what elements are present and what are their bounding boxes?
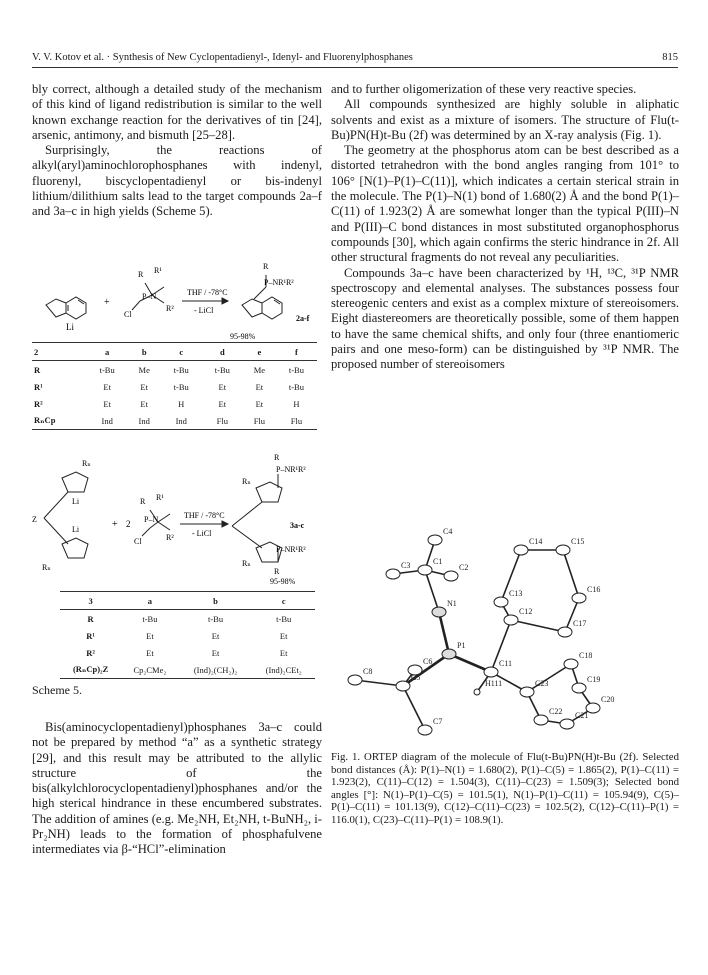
- atom-label: C3: [401, 561, 411, 570]
- atom-label: C17: [573, 619, 587, 628]
- table-cell: a: [87, 343, 128, 361]
- scheme-5-reaction-1: [32, 255, 322, 355]
- rn-bottom: Rₙ: [42, 563, 51, 572]
- scheme-5-table-3: [60, 591, 315, 679]
- table-cell: t-Bu: [288, 381, 304, 392]
- table-cell: Et: [218, 381, 227, 392]
- two-equiv: 2: [126, 519, 131, 529]
- pn-label: P–N: [142, 292, 157, 301]
- table-cell: Et: [140, 398, 148, 409]
- atom-label: H111: [485, 679, 503, 688]
- table-cell: Cp₂CMe₂: [121, 661, 178, 679]
- cl-label: Cl: [134, 537, 142, 546]
- table-cell: Et: [255, 381, 264, 392]
- table-cell: Et: [279, 630, 288, 641]
- atom-c2: [444, 571, 458, 581]
- table-cell: t-Bu: [99, 364, 115, 375]
- table-cell: b: [179, 592, 253, 610]
- table-cell: f: [276, 343, 317, 361]
- table-row: [60, 644, 315, 661]
- table-row: [60, 610, 315, 628]
- product-r-bottom: R: [274, 567, 280, 576]
- table-cell: Ind: [161, 412, 202, 430]
- table-row: [60, 627, 315, 644]
- table-cell: c: [161, 343, 202, 361]
- table-row: [32, 361, 317, 379]
- table-cell: t-Bu: [214, 364, 230, 375]
- atom-n1: [432, 607, 446, 617]
- li-bottom: Li: [72, 525, 80, 534]
- bond: [439, 612, 449, 654]
- plus-sign: +: [104, 297, 110, 308]
- r2-label: R²: [166, 533, 174, 542]
- paragraph: Bis(aminocyclopentadienyl)phosphanes 3a–c could not be prepared by method “a” as a synthetic strategy [29], and this result may be attributed to the allylic structure of the bis(alkylchlorocyclopentadienyl)phosphanes and/or the high sterical hindrance in these encumbered substrates. The addition of amines (e.g. Me₂NH, Et₂NH, t-BuNH₂, i-Pr₂NH) leads to the formation of phosphafulvene intermediates via β-“HCl”-elimination: [32, 720, 322, 857]
- atom-c5: [396, 681, 410, 691]
- table-cell: 3: [60, 592, 121, 610]
- r2-label: R²: [166, 304, 174, 313]
- atom-label: C2: [459, 563, 469, 572]
- table-cell: t-Bu: [173, 381, 189, 392]
- table-cell: Me: [138, 364, 150, 375]
- paragraph: and to further oligomerization of these very reactive species.: [331, 82, 637, 96]
- atom-c11: [484, 667, 498, 677]
- atom-p1: [442, 649, 456, 659]
- li-top: Li: [72, 497, 80, 506]
- table-cell: e: [243, 343, 276, 361]
- product-label: 3a-c: [290, 521, 305, 530]
- left-column-top: [32, 82, 322, 220]
- table-cell: Me: [253, 364, 266, 375]
- table-cell: t-Bu: [207, 613, 224, 624]
- scheme-5-table-2: [32, 342, 317, 430]
- atom-label: C4: [443, 528, 453, 536]
- z-label: Z: [32, 515, 37, 524]
- atom-label: P1: [457, 641, 466, 650]
- product-r: R: [263, 262, 269, 271]
- atom-label: C7: [433, 717, 443, 726]
- table-cell: R¹: [86, 630, 95, 641]
- table-cell: Et: [279, 647, 288, 658]
- table-cell: H: [293, 398, 300, 409]
- ortep-figure: [331, 528, 679, 746]
- table-row: [32, 378, 317, 395]
- cl-label: Cl: [124, 310, 132, 319]
- atom-label: C5: [411, 673, 421, 682]
- atom-c15: [556, 545, 570, 555]
- product-rn-top: Rₙ: [242, 477, 251, 486]
- indenyl-li: Li: [66, 322, 74, 332]
- atom-c21: [560, 719, 574, 729]
- table-cell: R²: [86, 647, 95, 658]
- table-cell: Et: [140, 381, 148, 392]
- product-p-bottom: P–NR¹R²: [276, 545, 306, 554]
- table-cell: Ind: [87, 412, 128, 430]
- atom-label: C11: [499, 659, 513, 668]
- rn-top: Rₙ: [82, 459, 91, 468]
- table-cell: Flu: [276, 412, 317, 430]
- table-cell: Et: [218, 398, 227, 409]
- atom-c7: [418, 725, 432, 735]
- table-cell: t-Bu: [142, 613, 158, 624]
- table-cell: Et: [146, 630, 154, 641]
- r-label: R: [140, 497, 146, 506]
- table-cell: H: [178, 398, 185, 409]
- table-cell: c: [252, 592, 315, 610]
- r-label: R: [138, 270, 144, 279]
- right-column: [331, 82, 679, 373]
- yield: 95-98%: [270, 577, 296, 586]
- table-header-row: [32, 343, 317, 361]
- product-p: P–NR¹R²: [264, 278, 294, 287]
- conditions-top: THF / -78°C: [184, 511, 225, 520]
- atom-c13: [494, 597, 508, 607]
- atom-label: C6: [423, 657, 433, 666]
- bond: [527, 664, 571, 692]
- paragraph: Compounds 3a–c have been characterized by ¹H, ¹³C, ³¹P NMR spectroscopy and elemental analyses. The substances possess four stereogenic centers and exist as a complex mixture of stereoisomers. Eight diastereomers are theoretically possible, some of them happen to have the same chemical shifts, and only four (three enantiomeric pairs and one meso-form) can be distinguished by ³¹P NMR. The proposed number of stereoisomers: [331, 265, 679, 372]
- table-cell: t-Bu: [288, 364, 304, 375]
- table-cell: R: [34, 364, 41, 375]
- table-cell: R¹: [34, 381, 43, 392]
- table-row: [60, 661, 315, 679]
- bond: [563, 550, 579, 598]
- table-cell: 2: [32, 343, 87, 361]
- product-p-top: P–NR¹R²: [276, 465, 306, 474]
- table-cell: t-Bu: [276, 613, 292, 624]
- pn-label: P–N: [144, 515, 159, 524]
- bond: [425, 570, 439, 612]
- page-number: 815: [662, 52, 678, 63]
- atom-label: C14: [529, 537, 543, 546]
- table-cell: b: [128, 343, 161, 361]
- atom-c23: [520, 687, 534, 697]
- table-cell: R²: [34, 398, 43, 409]
- atom-label: C16: [587, 585, 601, 594]
- table-cell: Et: [103, 398, 111, 409]
- table-cell: R: [87, 613, 94, 624]
- table-cell: Et: [146, 647, 154, 658]
- paragraph: bly correct, although a detailed study of the mechanism of this kind of ligand redistribution is similar to the well known exchange reaction for the derivatives of tin [24], arsenic, antimony, and bismuth [25–28].: [32, 82, 322, 142]
- running-title: V. V. Kotov et al. · Synthesis of New Cyclopentadienyl-, Idenyl- and Fluorenylphosphanes: [32, 52, 413, 63]
- product-rn-bottom: Rₙ: [242, 559, 251, 568]
- bond: [511, 620, 565, 632]
- atom-label: C15: [571, 537, 585, 546]
- atom-c19: [572, 683, 586, 693]
- table-cell: Et: [103, 381, 111, 392]
- table-cell: RₙCp: [32, 412, 87, 430]
- atom-label: C23: [535, 679, 549, 688]
- atom-c12: [504, 615, 518, 625]
- table-cell: Et: [211, 647, 220, 658]
- table-cell: (Ind)₂CEt₂: [252, 661, 315, 679]
- atom-label: C21: [575, 711, 589, 720]
- table-row: [32, 395, 317, 412]
- atom-label: C19: [587, 675, 601, 684]
- r1-label: R¹: [154, 266, 162, 275]
- figure-caption: Fig. 1. ORTEP diagram of the molecule of Flu(t-Bu)PN(H)t-Bu (2f). Selected bond distances (Å): P(1)–N(1) = 1.680(2), P(1)–C(5) = 1.865(2), P(1)–C(11) = 1.923(2), C(11)–C(12) = 1.504(3), C(11)–C(23) = 1.509(3); Selected bond angles [°]: N(1)–P(1)–C(5) = 101.5(1), N(1)–P(1)–C(11) = 105.94(9), C(5)–P(1)–C(11) = 101.13(9), C(12)–C(11)–C(23) = 102.5(2), C(12)–C(11)–P(1) = 116.0(1), C(23)–C(11)–P(1) = 108.9(1).: [331, 751, 679, 826]
- table-cell: a: [121, 592, 178, 610]
- atom-c8: [348, 675, 362, 685]
- table-row: [32, 412, 317, 430]
- conditions-bottom: - LiCl: [192, 529, 212, 538]
- plus-sign: +: [112, 519, 118, 530]
- atom-c22: [534, 715, 548, 725]
- conditions-bottom: - LiCl: [194, 306, 214, 315]
- table-cell: Et: [211, 630, 220, 641]
- scheme-5-reaction-2: [32, 448, 322, 588]
- atom-h111: [474, 689, 480, 695]
- paragraph: All compounds synthesized are highly soluble in aliphatic solvents and exist as a mixture of isomers. The structure of Flu(t-Bu)PN(H)t-Bu (2f) was determined by an X-ray analysis (Fig. 1).: [331, 97, 679, 142]
- atom-c16: [572, 593, 586, 603]
- table-cell: Et: [255, 398, 264, 409]
- bond: [403, 686, 425, 730]
- table-header-row: [60, 592, 315, 610]
- atom-label: N1: [447, 599, 457, 608]
- header-rule: [32, 67, 678, 68]
- yield: 95-98%: [230, 332, 256, 341]
- atom-c18: [564, 659, 578, 669]
- left-column-bottom: [32, 720, 322, 858]
- table-cell: Flu: [243, 412, 276, 430]
- product-label: 2a-f: [296, 314, 310, 323]
- atom-c3: [386, 569, 400, 579]
- paragraph: The geometry at the phosphorus atom can be best described as a distorted tetrahedron with the bond angles ranging from 101° to 106° [N(1)–P(1)–C(11)], which indicates a certain sterical strain in the molecule. The P(1)–N(1) bond of 1.680(2) Å and the bond P(1)–C(11) of 1.923(2) Å are somewhat longer than the typical P(III)–N and P(III)–C bond distances in most substituted organophosphorus compounds [30], which again confirms the steric hindrance in 2f. All other structural fragments do not reveal any peculiarities.: [331, 143, 679, 265]
- r1-label: R¹: [156, 493, 164, 502]
- table-cell: d: [202, 343, 243, 361]
- atom-label: C1: [433, 557, 443, 566]
- table-cell: (RₙCp)₂Z: [60, 661, 121, 679]
- atom-c14: [514, 545, 528, 555]
- table-cell: t-Bu: [173, 364, 189, 375]
- atom-c4: [428, 535, 442, 545]
- atom-label: C18: [579, 651, 593, 660]
- paragraph: Surprisingly, the reactions of alkyl(aryl)aminochlorophosphanes with indenyl, fluorenyl, biscyclopentadienyl or bis-indenyl lithium/dilithium salts lead to the target compounds 2a–f and 3a–c in high yields (Scheme 5).: [32, 143, 322, 219]
- atom-label: C20: [601, 695, 615, 704]
- table-cell: Ind: [128, 412, 161, 430]
- table-cell: Flu: [202, 412, 243, 430]
- atom-c1: [418, 565, 432, 575]
- table-cell: (Ind)₂(CH₂)₂: [179, 661, 253, 679]
- atom-label: C22: [549, 707, 563, 716]
- atom-label: C8: [363, 667, 373, 676]
- product-r-top: R: [274, 453, 280, 462]
- conditions-top: THF / -78°C: [187, 288, 228, 297]
- scheme-caption: Scheme 5.: [32, 683, 82, 697]
- atom-label: C12: [519, 607, 533, 616]
- atom-label: C13: [509, 589, 523, 598]
- atom-c17: [558, 627, 572, 637]
